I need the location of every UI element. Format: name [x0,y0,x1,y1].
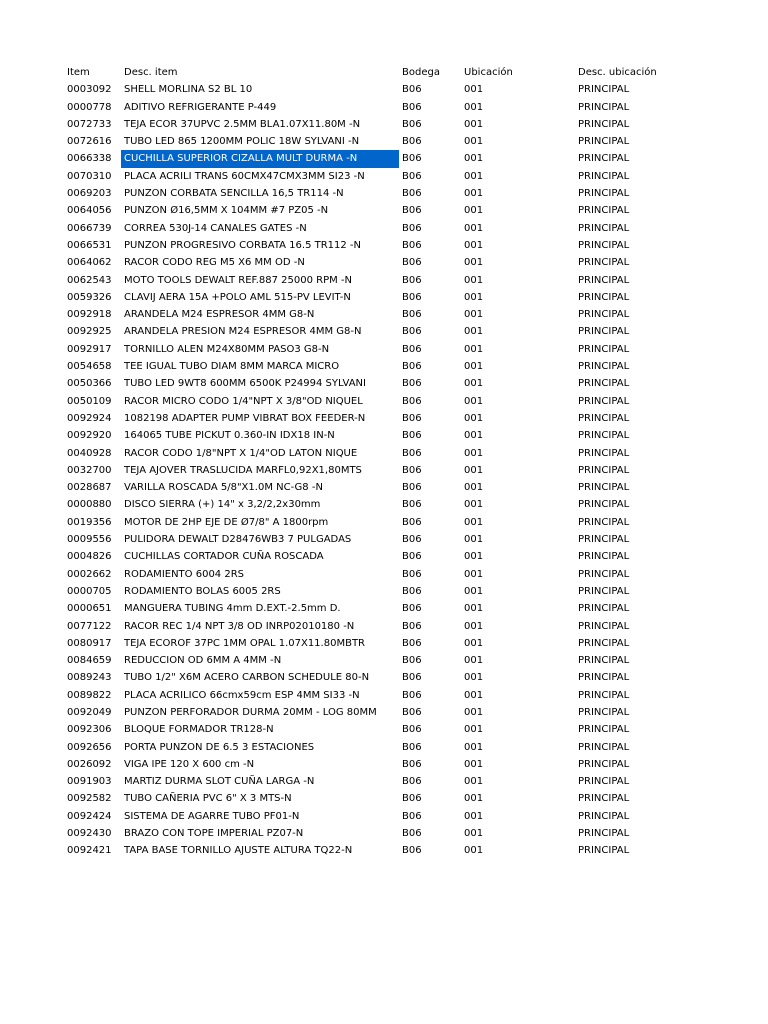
cell-item[interactable]: 0000651 [67,603,112,615]
cell-desc-ubicacion[interactable]: PRINCIPAL [578,810,630,822]
cell-bodega[interactable]: B06 [402,776,422,788]
cell-desc-item[interactable]: RACOR CODO 1/8"NPT X 1/4"OD LATON NIQUE [124,447,358,459]
cell-desc-ubicacion[interactable]: PRINCIPAL [578,412,630,424]
cell-ubicacion[interactable]: 001 [464,326,484,338]
cell-bodega[interactable]: B06 [402,603,422,615]
cell-ubicacion[interactable]: 001 [464,291,484,303]
cell-ubicacion[interactable]: 001 [464,101,484,113]
cell-item[interactable]: 0092421 [67,845,112,857]
cell-item[interactable]: 0059326 [67,291,112,303]
cell-desc-ubicacion[interactable]: PRINCIPAL [578,361,630,373]
cell-item[interactable]: 0009556 [67,534,112,546]
cell-bodega[interactable]: B06 [402,741,422,753]
cell-bodega[interactable]: B06 [402,170,422,182]
cell-bodega[interactable]: B06 [402,395,422,407]
header-item[interactable]: Item [67,67,90,78]
cell-desc-ubicacion[interactable]: PRINCIPAL [578,706,630,718]
cell-desc-ubicacion[interactable]: PRINCIPAL [578,776,630,788]
cell-desc-ubicacion[interactable]: PRINCIPAL [578,464,630,476]
cell-item[interactable]: 0089243 [67,672,112,684]
cell-bodega[interactable]: B06 [402,205,422,217]
table-row[interactable] [0,635,768,652]
cell-ubicacion[interactable]: 001 [464,655,484,667]
cell-desc-ubicacion[interactable]: PRINCIPAL [578,84,630,96]
cell-bodega[interactable]: B06 [402,758,422,770]
table-row[interactable] [0,116,768,133]
cell-bodega[interactable]: B06 [402,153,422,165]
cell-desc-item[interactable]: 1082198 ADAPTER PUMP VIBRAT BOX FEEDER-N [124,412,366,424]
cell-desc-item[interactable]: RACOR REC 1/4 NPT 3/8 OD INRP02010180 -N [124,620,355,632]
table-row[interactable] [0,410,768,427]
cell-desc-item[interactable]: PUNZON Ø16,5MM X 104MM #7 PZ05 -N [124,205,329,217]
cell-desc-item[interactable]: MARTIZ DURMA SLOT CUÑA LARGA -N [124,776,315,788]
cell-ubicacion[interactable]: 001 [464,741,484,753]
cell-bodega[interactable]: B06 [402,188,422,200]
cell-bodega[interactable]: B06 [402,326,422,338]
cell-desc-ubicacion[interactable]: PRINCIPAL [578,551,630,563]
cell-desc-item[interactable]: PULIDORA DEWALT D28476WB3 7 PULGADAS [124,534,352,546]
cell-bodega[interactable]: B06 [402,724,422,736]
table-row[interactable] [0,185,768,202]
cell-ubicacion[interactable]: 001 [464,343,484,355]
cell-item[interactable]: 0066338 [67,153,112,165]
table-row[interactable] [0,445,768,462]
cell-desc-ubicacion[interactable]: PRINCIPAL [578,620,630,632]
header-desc-ubicacion[interactable]: Desc. ubicación [578,67,657,78]
cell-bodega[interactable]: B06 [402,568,422,580]
cell-ubicacion[interactable]: 001 [464,482,484,494]
table-row[interactable] [0,202,768,219]
cell-ubicacion[interactable]: 001 [464,84,484,96]
cell-bodega[interactable]: B06 [402,464,422,476]
cell-desc-ubicacion[interactable]: PRINCIPAL [578,758,630,770]
cell-desc-ubicacion[interactable]: PRINCIPAL [578,430,630,442]
table-row[interactable] [0,583,768,600]
cell-desc-ubicacion[interactable]: PRINCIPAL [578,482,630,494]
table-row[interactable] [0,168,768,185]
cell-desc-ubicacion[interactable]: PRINCIPAL [578,845,630,857]
cell-item[interactable]: 0002662 [67,568,112,580]
table-row[interactable] [0,842,768,859]
cell-desc-ubicacion[interactable]: PRINCIPAL [578,274,630,286]
cell-desc-item[interactable]: REDUCCION OD 6MM A 4MM -N [124,655,282,667]
cell-desc-ubicacion[interactable]: PRINCIPAL [578,257,630,269]
cell-ubicacion[interactable]: 001 [464,689,484,701]
cell-item[interactable]: 0000880 [67,499,112,511]
cell-item[interactable]: 0000778 [67,101,112,113]
cell-bodega[interactable]: B06 [402,136,422,148]
cell-desc-item[interactable]: PLACA ACRILI TRANS 60CMX47CMX3MM SI23 -N [124,170,365,182]
cell-ubicacion[interactable]: 001 [464,257,484,269]
cell-item[interactable]: 0066739 [67,222,112,234]
cell-ubicacion[interactable]: 001 [464,205,484,217]
cell-desc-item[interactable]: DISCO SIERRA (+) 14" x 3,2/2,2x30mm [124,499,321,511]
cell-item[interactable]: 0080917 [67,637,112,649]
cell-desc-item[interactable]: MOTO TOOLS DEWALT REF.887 25000 RPM -N [124,274,353,286]
table-row[interactable] [0,808,768,825]
cell-bodega[interactable]: B06 [402,499,422,511]
cell-desc-item[interactable]: BRAZO CON TOPE IMPERIAL PZ07-N [124,828,304,840]
cell-desc-ubicacion[interactable]: PRINCIPAL [578,153,630,165]
cell-item[interactable]: 0092582 [67,793,112,805]
cell-item[interactable]: 0084659 [67,655,112,667]
cell-desc-item[interactable]: CUCHILLAS CORTADOR CUÑA ROSCADA [124,551,324,563]
cell-desc-ubicacion[interactable]: PRINCIPAL [578,326,630,338]
cell-bodega[interactable]: B06 [402,637,422,649]
cell-ubicacion[interactable]: 001 [464,430,484,442]
cell-ubicacion[interactable]: 001 [464,153,484,165]
cell-desc-ubicacion[interactable]: PRINCIPAL [578,136,630,148]
cell-desc-ubicacion[interactable]: PRINCIPAL [578,309,630,321]
table-row[interactable] [0,618,768,635]
cell-desc-item[interactable]: VIGA IPE 120 X 600 cm -N [124,758,255,770]
cell-ubicacion[interactable]: 001 [464,585,484,597]
cell-ubicacion[interactable]: 001 [464,845,484,857]
table-body [0,81,768,859]
cell-bodega[interactable]: B06 [402,274,422,286]
cell-desc-ubicacion[interactable]: PRINCIPAL [578,188,630,200]
cell-desc-ubicacion[interactable]: PRINCIPAL [578,568,630,580]
cell-desc-ubicacion[interactable]: PRINCIPAL [578,534,630,546]
table-row[interactable] [0,133,768,150]
cell-ubicacion[interactable]: 001 [464,758,484,770]
cell-desc-item[interactable]: RACOR MICRO CODO 1/4"NPT X 3/8"OD NIQUEL [124,395,363,407]
cell-bodega[interactable]: B06 [402,430,422,442]
cell-ubicacion[interactable]: 001 [464,274,484,286]
cell-ubicacion[interactable]: 001 [464,568,484,580]
cell-item[interactable]: 0092049 [67,706,112,718]
table-row[interactable] [0,99,768,116]
header-bodega[interactable]: Bodega [402,67,440,78]
inventory-sheet [0,64,768,860]
cell-item[interactable]: 0062543 [67,274,112,286]
cell-ubicacion[interactable]: 001 [464,793,484,805]
cell-item[interactable]: 0072733 [67,118,112,130]
cell-desc-item[interactable]: ADITIVO REFRIGERANTE P-449 [124,101,277,113]
cell-item[interactable]: 0092925 [67,326,112,338]
cell-desc-item[interactable]: TEE IGUAL TUBO DIAM 8MM MARCA MICRO [124,361,340,373]
cell-item[interactable]: 0072616 [67,136,112,148]
table-row[interactable] [0,531,768,548]
cell-desc-item[interactable]: PUNZON PERFORADOR DURMA 20MM - LOG 80MM [124,706,377,718]
cell-ubicacion[interactable]: 001 [464,637,484,649]
cell-desc-ubicacion[interactable]: PRINCIPAL [578,291,630,303]
cell-desc-ubicacion[interactable]: PRINCIPAL [578,222,630,234]
cell-ubicacion[interactable]: 001 [464,551,484,563]
cell-item[interactable]: 0092424 [67,810,112,822]
cell-ubicacion[interactable]: 001 [464,516,484,528]
cell-bodega[interactable]: B06 [402,291,422,303]
cell-bodega[interactable]: B06 [402,239,422,251]
cell-bodega[interactable]: B06 [402,810,422,822]
table-row[interactable] [0,341,768,358]
cell-desc-ubicacion[interactable]: PRINCIPAL [578,447,630,459]
cell-bodega[interactable]: B06 [402,101,422,113]
table-row[interactable] [0,687,768,704]
cell-desc-item[interactable]: RODAMIENTO 6004 2RS [124,568,245,580]
table-row[interactable] [0,790,768,807]
cell-ubicacion[interactable]: 001 [464,464,484,476]
cell-desc-item[interactable]: RACOR CODO REG M5 X6 MM OD -N [124,257,305,269]
table-row[interactable] [0,427,768,444]
cell-desc-item-selected[interactable]: CUCHILLA SUPERIOR CIZALLA MULT DURMA -N [121,150,399,167]
cell-desc-item[interactable]: BLOQUE FORMADOR TR128-N [124,724,274,736]
table-row[interactable] [0,825,768,842]
cell-item[interactable]: 0092656 [67,741,112,753]
cell-desc-ubicacion[interactable]: PRINCIPAL [578,378,630,390]
table-row[interactable] [0,289,768,306]
cell-bodega[interactable]: B06 [402,672,422,684]
cell-bodega[interactable]: B06 [402,257,422,269]
table-row[interactable] [0,150,768,167]
table-row[interactable] [0,375,768,392]
cell-desc-item[interactable]: CORREA 530J-14 CANALES GATES -N [124,222,307,234]
header-ubicacion[interactable]: Ubicación [464,67,513,78]
table-row[interactable] [0,721,768,738]
cell-desc-item[interactable]: ARANDELA M24 ESPRESOR 4MM G8-N [124,309,315,321]
cell-desc-item[interactable]: TUBO LED 865 1200MM POLIC 18W SYLVANI -N [124,136,360,148]
cell-item[interactable]: 0028687 [67,482,112,494]
header-row [0,64,768,81]
table-row[interactable] [0,600,768,617]
table-row[interactable] [0,756,768,773]
table-row[interactable] [0,462,768,479]
cell-item[interactable]: 0004826 [67,551,112,563]
cell-desc-item[interactable]: 164065 TUBE PICKUT 0.360-IN IDX18 IN-N [124,430,335,442]
cell-desc-item[interactable]: VARILLA ROSCADA 5/8"X1.0M NC-G8 -N [124,482,323,494]
cell-item[interactable]: 0070310 [67,170,112,182]
cell-ubicacion[interactable]: 001 [464,724,484,736]
cell-item[interactable]: 0066531 [67,239,112,251]
cell-desc-ubicacion[interactable]: PRINCIPAL [578,724,630,736]
cell-item[interactable]: 0003092 [67,84,112,96]
cell-ubicacion[interactable]: 001 [464,170,484,182]
cell-bodega[interactable]: B06 [402,534,422,546]
cell-desc-item[interactable]: RODAMIENTO BOLAS 6005 2RS [124,585,281,597]
cell-desc-item[interactable]: MANGUERA TUBING 4mm D.EXT.-2.5mm D. [124,603,341,615]
header-desc-item[interactable]: Desc. item [124,67,178,78]
table-row[interactable] [0,272,768,289]
cell-item[interactable]: 0092430 [67,828,112,840]
cell-desc-item[interactable]: PUNZON CORBATA SENCILLA 16,5 TR114 -N [124,188,344,200]
cell-bodega[interactable]: B06 [402,585,422,597]
cell-desc-ubicacion[interactable]: PRINCIPAL [578,101,630,113]
cell-desc-item[interactable]: TUBO LED 9WT8 600MM 6500K P24994 SYLVANI [124,378,366,390]
cell-desc-item[interactable]: TEJA AJOVER TRASLUCIDA MARFL0,92X1,80MTS [124,464,362,476]
table-row[interactable] [0,254,768,271]
cell-ubicacion[interactable]: 001 [464,706,484,718]
cell-item[interactable]: 0032700 [67,464,112,476]
cell-desc-ubicacion[interactable]: PRINCIPAL [578,170,630,182]
cell-item[interactable]: 0092924 [67,412,112,424]
table-row[interactable] [0,548,768,565]
cell-bodega[interactable]: B06 [402,343,422,355]
cell-desc-item[interactable]: MOTOR DE 2HP EJE DE Ø7/8" A 1800rpm [124,516,329,528]
cell-ubicacion[interactable]: 001 [464,239,484,251]
cell-bodega[interactable]: B06 [402,447,422,459]
table-row[interactable] [0,220,768,237]
cell-item[interactable]: 0089822 [67,689,112,701]
cell-desc-item[interactable]: TUBO CAÑERIA PVC 6" X 3 MTS-N [124,793,292,805]
cell-ubicacion[interactable]: 001 [464,361,484,373]
cell-bodega[interactable]: B06 [402,689,422,701]
cell-ubicacion[interactable]: 001 [464,447,484,459]
cell-item[interactable]: 0091903 [67,776,112,788]
cell-desc-item[interactable]: SHELL MORLINA S2 BL 10 [124,84,253,96]
table-row[interactable] [0,306,768,323]
cell-bodega[interactable]: B06 [402,412,422,424]
table-row[interactable] [0,393,768,410]
cell-desc-item[interactable]: PORTA PUNZON DE 6.5 3 ESTACIONES [124,741,315,753]
table-row[interactable] [0,773,768,790]
cell-desc-item[interactable]: PLACA ACRILICO 66cmx59cm ESP 4MM SI33 -N [124,689,360,701]
cell-bodega[interactable]: B06 [402,620,422,632]
cell-desc-ubicacion[interactable]: PRINCIPAL [578,205,630,217]
cell-ubicacion[interactable]: 001 [464,118,484,130]
cell-item[interactable]: 0069203 [67,188,112,200]
cell-desc-ubicacion[interactable]: PRINCIPAL [578,585,630,597]
cell-ubicacion[interactable]: 001 [464,603,484,615]
cell-bodega[interactable]: B06 [402,828,422,840]
table-row[interactable] [0,652,768,669]
cell-item[interactable]: 0050109 [67,395,112,407]
table-row[interactable] [0,237,768,254]
cell-desc-ubicacion[interactable]: PRINCIPAL [578,655,630,667]
cell-desc-item[interactable]: TORNILLO ALEN M24X80MM PASO3 G8-N [124,343,330,355]
cell-desc-ubicacion[interactable]: PRINCIPAL [578,603,630,615]
cell-desc-item[interactable]: TAPA BASE TORNILLO AJUSTE ALTURA TQ22-N [124,845,353,857]
cell-desc-ubicacion[interactable]: PRINCIPAL [578,793,630,805]
cell-item[interactable]: 0092918 [67,309,112,321]
cell-ubicacion[interactable]: 001 [464,222,484,234]
cell-item[interactable]: 0000705 [67,585,112,597]
cell-item[interactable]: 0092920 [67,430,112,442]
cell-desc-ubicacion[interactable]: PRINCIPAL [578,343,630,355]
table-row[interactable] [0,669,768,686]
cell-bodega[interactable]: B06 [402,706,422,718]
cell-ubicacion[interactable]: 001 [464,672,484,684]
table-row[interactable] [0,566,768,583]
cell-bodega[interactable]: B06 [402,118,422,130]
cell-item[interactable]: 0092917 [67,343,112,355]
cell-desc-ubicacion[interactable]: PRINCIPAL [578,672,630,684]
cell-item[interactable]: 0026092 [67,758,112,770]
cell-desc-item[interactable]: ARANDELA PRESION M24 ESPRESOR 4MM G8-N [124,326,362,338]
cell-ubicacion[interactable]: 001 [464,412,484,424]
cell-desc-item[interactable]: CLAVIJ AERA 15A +POLO AML 515-PV LEVIT-N [124,291,351,303]
cell-desc-ubicacion[interactable]: PRINCIPAL [578,499,630,511]
cell-desc-ubicacion[interactable]: PRINCIPAL [578,516,630,528]
cell-ubicacion[interactable]: 001 [464,534,484,546]
cell-bodega[interactable]: B06 [402,222,422,234]
cell-ubicacion[interactable]: 001 [464,828,484,840]
cell-item[interactable]: 0092306 [67,724,112,736]
cell-ubicacion[interactable]: 001 [464,395,484,407]
cell-ubicacion[interactable]: 001 [464,776,484,788]
cell-item[interactable]: 0064062 [67,257,112,269]
cell-ubicacion[interactable]: 001 [464,378,484,390]
cell-bodega[interactable]: B06 [402,309,422,321]
cell-bodega[interactable]: B06 [402,378,422,390]
cell-ubicacion[interactable]: 001 [464,620,484,632]
cell-item[interactable]: 0064056 [67,205,112,217]
cell-desc-ubicacion[interactable]: PRINCIPAL [578,689,630,701]
cell-item[interactable]: 0019356 [67,516,112,528]
cell-desc-item[interactable]: PUNZON PROGRESIVO CORBATA 16.5 TR112 -N [124,239,362,251]
cell-desc-ubicacion[interactable]: PRINCIPAL [578,828,630,840]
table-row[interactable] [0,496,768,513]
cell-bodega[interactable]: B06 [402,793,422,805]
cell-desc-item[interactable]: SISTEMA DE AGARRE TUBO PF01-N [124,810,300,822]
cell-ubicacion[interactable]: 001 [464,810,484,822]
cell-item[interactable]: 0050366 [67,378,112,390]
cell-desc-ubicacion[interactable]: PRINCIPAL [578,741,630,753]
cell-desc-item[interactable]: TEJA ECOR 37UPVC 2.5MM BLA1.07X11.80M -N [124,118,361,130]
cell-ubicacion[interactable]: 001 [464,188,484,200]
table-row[interactable] [0,81,768,98]
cell-desc-ubicacion[interactable]: PRINCIPAL [578,239,630,251]
cell-bodega[interactable]: B06 [402,655,422,667]
cell-desc-item[interactable]: TUBO 1/2" X6M ACERO CARBON SCHEDULE 80-N [124,672,370,684]
cell-bodega[interactable]: B06 [402,516,422,528]
table-row[interactable] [0,704,768,721]
cell-ubicacion[interactable]: 001 [464,309,484,321]
cell-item[interactable]: 0077122 [67,620,112,632]
cell-bodega[interactable]: B06 [402,361,422,373]
table-row[interactable] [0,358,768,375]
cell-item[interactable]: 0054658 [67,361,112,373]
cell-bodega[interactable]: B06 [402,482,422,494]
cell-desc-ubicacion[interactable]: PRINCIPAL [578,395,630,407]
table-row[interactable] [0,323,768,340]
table-row[interactable] [0,479,768,496]
cell-desc-item[interactable]: TEJA ECOROF 37PC 1MM OPAL 1.07X11.80MBTR [124,637,365,649]
cell-bodega[interactable]: B06 [402,551,422,563]
cell-bodega[interactable]: B06 [402,84,422,96]
cell-ubicacion[interactable]: 001 [464,136,484,148]
table-row[interactable] [0,739,768,756]
table-row[interactable] [0,514,768,531]
cell-item[interactable]: 0040928 [67,447,112,459]
cell-ubicacion[interactable]: 001 [464,499,484,511]
cell-desc-ubicacion[interactable]: PRINCIPAL [578,118,630,130]
cell-bodega[interactable]: B06 [402,845,422,857]
cell-desc-ubicacion[interactable]: PRINCIPAL [578,637,630,649]
